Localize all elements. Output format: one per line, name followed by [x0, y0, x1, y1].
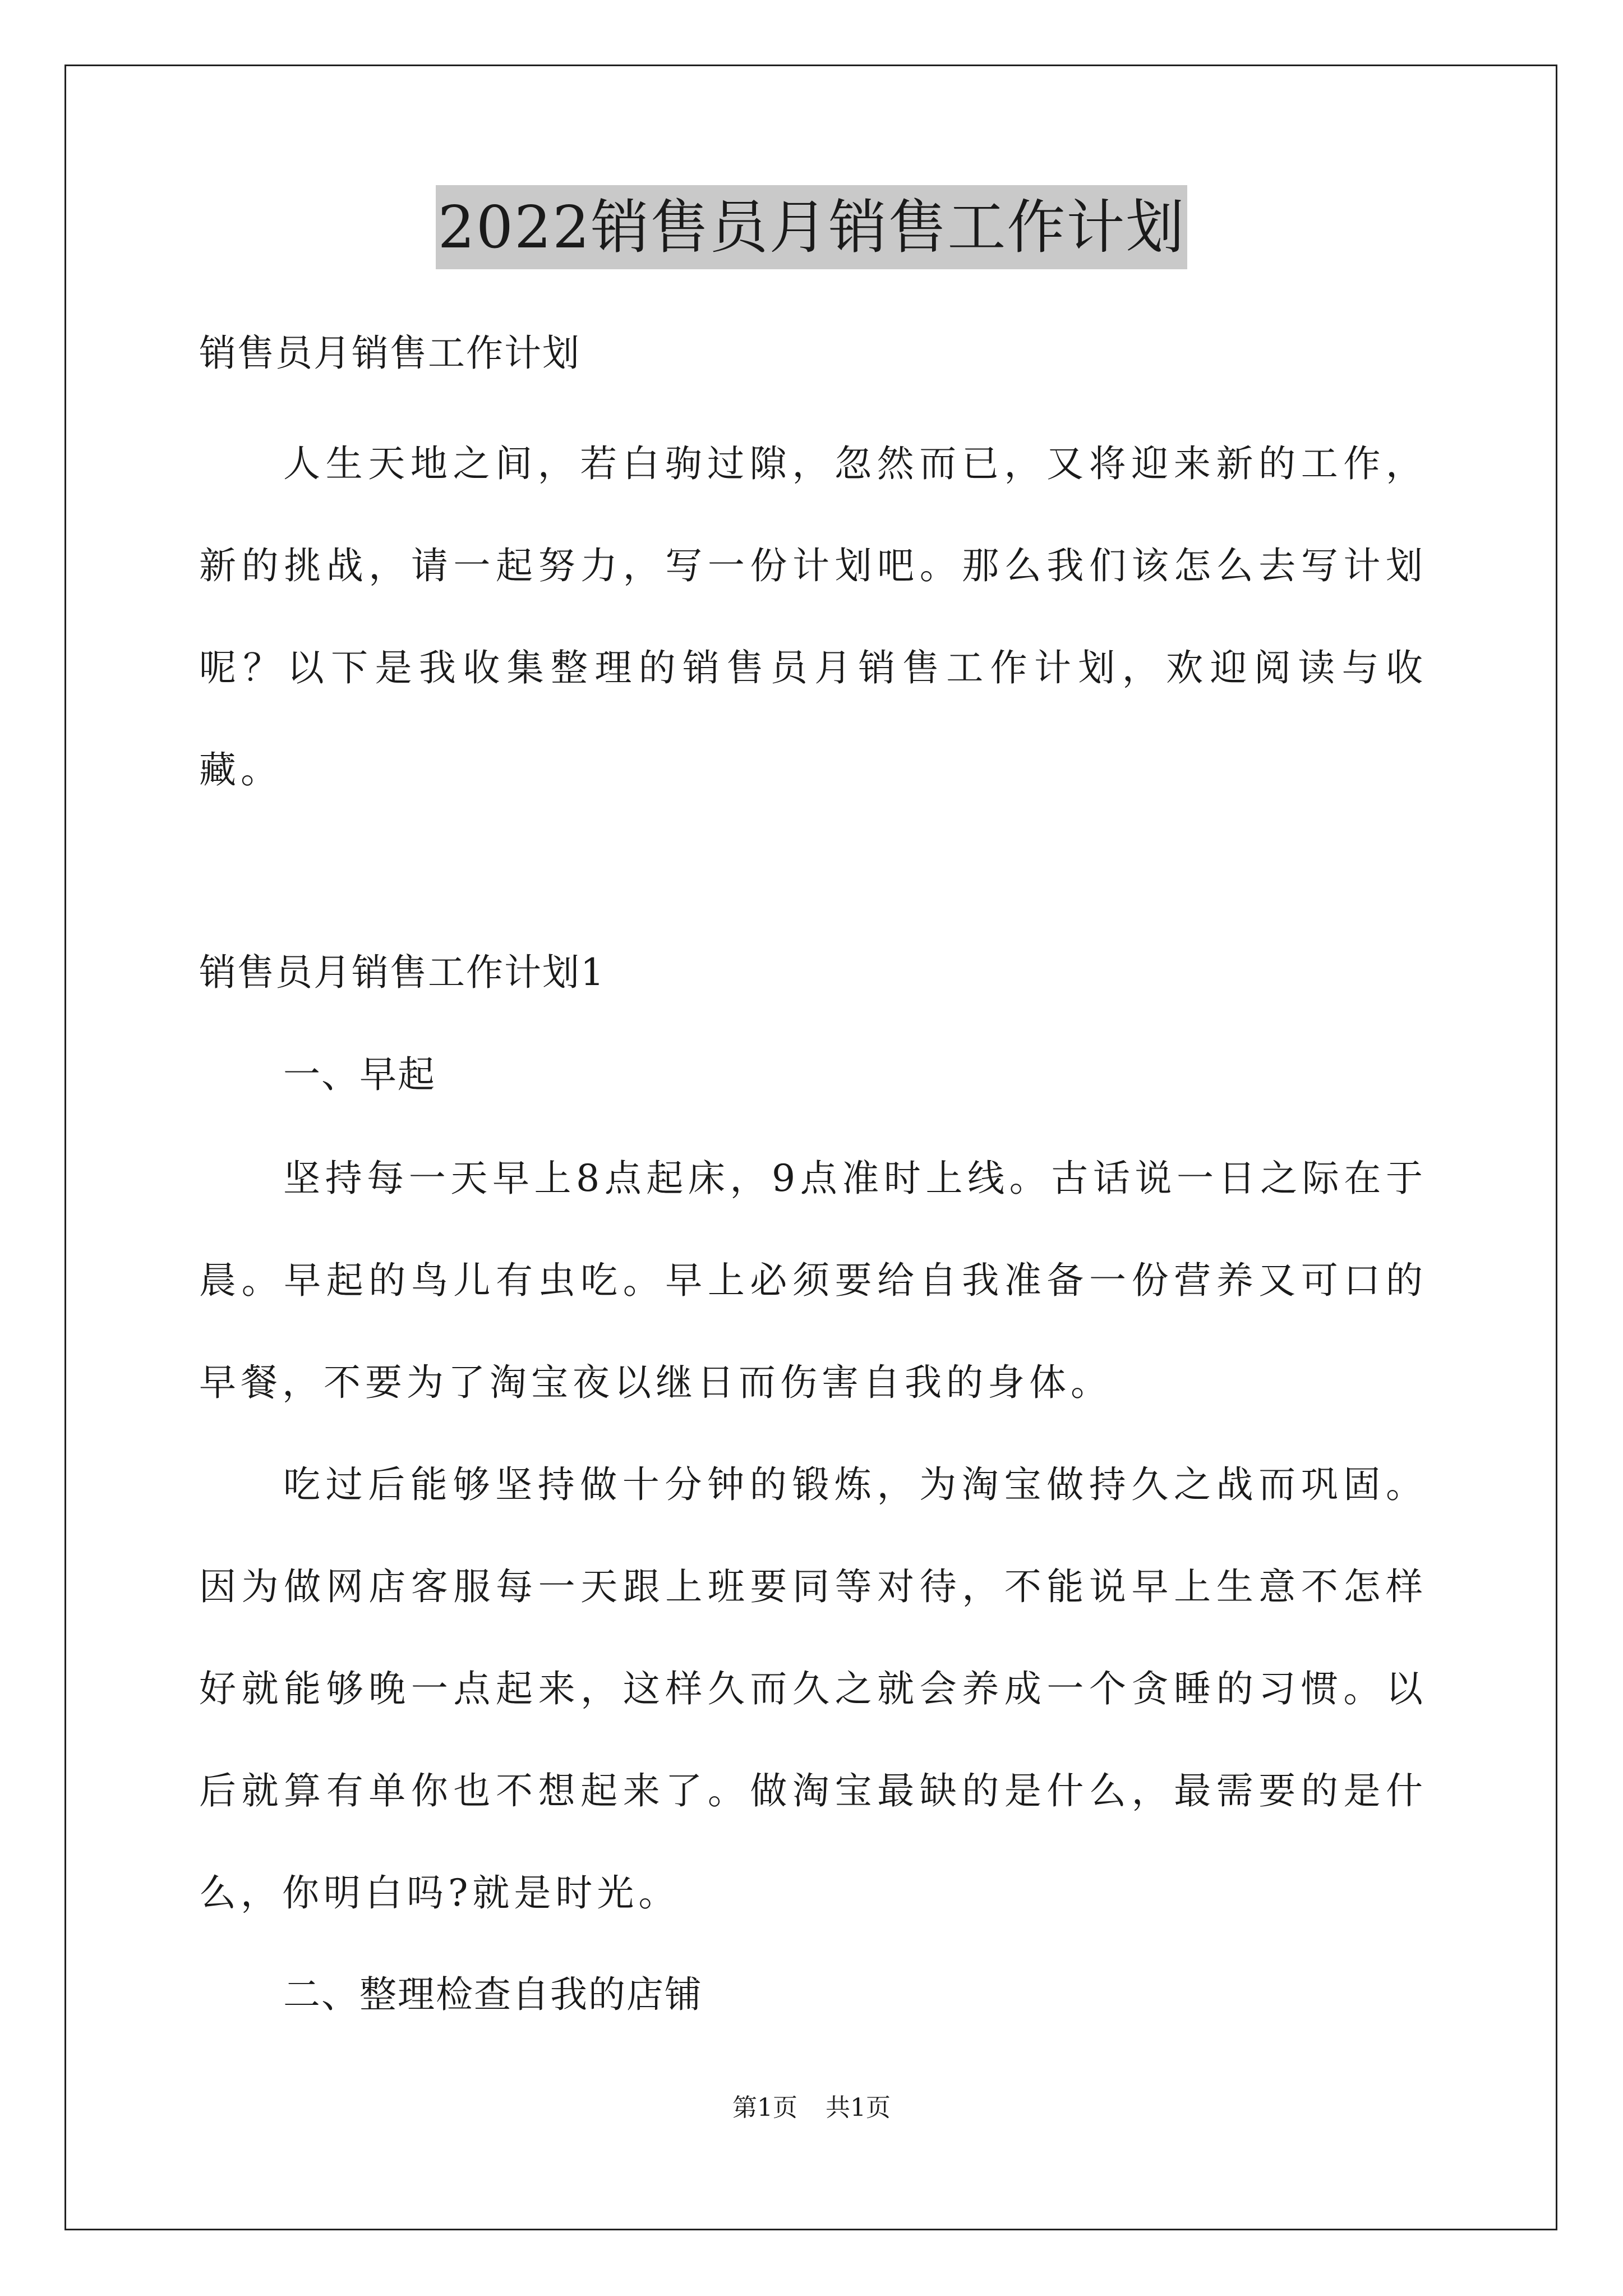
page-footer	[0, 2091, 1623, 2125]
page-total: 共1页	[826, 2093, 891, 2122]
intro-paragraph: 人生天地之间，若白驹过隙，忽然而已，又将迎来新的工作，新的挑战，请一起努力，写一份计划吧。那么我们该怎么去写计划呢？以下是我收集整理的销售员月销售工作计划，欢迎阅读与收藏。	[199, 442, 1427, 792]
document-subtitle: 销售员月销售工作计划	[199, 332, 580, 375]
title-container	[0, 185, 1623, 269]
item1-paragraph-1: 坚持每一天早上8点起床，9点准时上线。古话说一日之际在于晨。早起的鸟儿有虫吃。早上必须要给自我准备一份营养又可口的早餐，不要为了淘宝夜以继日而伤害自我的身体。	[199, 1157, 1427, 1404]
document-body	[199, 303, 1427, 2023]
item1-heading: 一、早起	[283, 1053, 436, 1096]
section-title: 销售员月销售工作计划1	[199, 951, 605, 994]
page-number: 第1页	[732, 2093, 797, 2122]
item1-paragraph-2: 吃过后能够坚持做十分钟的锻炼，为淘宝做持久之战而巩固。因为做网店客服每一天跟上班要同等对待，不能说早上生意不怎样好就能够晚一点起来，这样久而久之就会养成一个贪睡的习惯。以后就算有单你也不想起来了。做淘宝最缺的是什么，最需要的是什么，你明白吗?就是时光。	[199, 1463, 1427, 1915]
document-title: 2022销售员月销售工作计划	[436, 185, 1188, 269]
item2-heading: 二、整理检查自我的店铺	[283, 1973, 703, 2016]
